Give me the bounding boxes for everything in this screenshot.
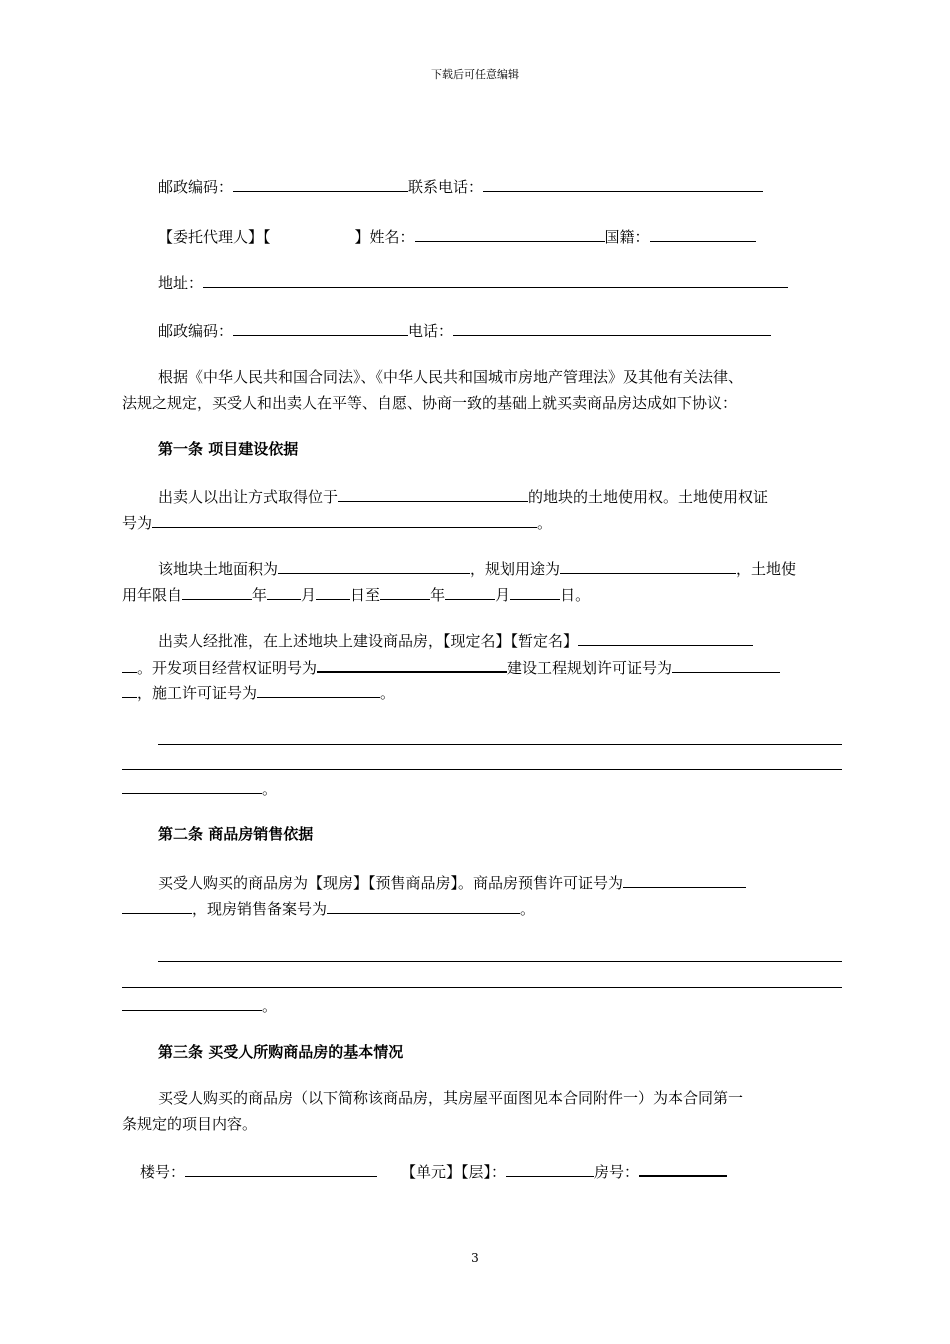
text: 买受人购买的商品房为【现房】【预售商品房】。商品房预售许可证号为 [158, 874, 624, 892]
page-header: 下载后可任意编辑 [431, 68, 519, 81]
land-use-blank[interactable] [560, 558, 736, 574]
phone-blank[interactable] [453, 320, 771, 336]
agent-name-label: 】姓名： [354, 228, 415, 246]
agent-name-blank[interactable] [415, 226, 605, 242]
presale-permit-blank[interactable] [623, 872, 746, 888]
nationality-blank[interactable] [650, 226, 756, 242]
text: 。 [380, 684, 396, 702]
land-cert-number-blank[interactable] [152, 512, 537, 528]
end-day-blank[interactable] [510, 584, 560, 600]
text: 出卖人以出让方式取得位于 [158, 488, 339, 506]
article-1-p3-line-1 [158, 630, 753, 651]
nationality-label: 国籍： [604, 228, 650, 246]
article-1-p1-line-1 [158, 486, 768, 507]
text: ，规划用途为 [470, 560, 561, 578]
building-number-label: 楼号： [140, 1163, 186, 1181]
article-1-p2-line-1 [158, 558, 796, 579]
text: 日至 [350, 586, 381, 604]
house-info-row [140, 1160, 727, 1182]
building-number-blank[interactable] [185, 1161, 377, 1177]
text: 日。 [560, 586, 591, 604]
text: 建设工程规划许可证号为 [507, 659, 673, 677]
text: 年 [430, 586, 446, 604]
text: 年 [252, 586, 268, 604]
postal-code-row-1 [158, 176, 763, 197]
room-number-label: 房号： [594, 1163, 640, 1181]
article-1-p3-line-2 [122, 656, 780, 678]
start-day-blank[interactable] [316, 584, 350, 600]
presale-permit-blank-cont[interactable] [122, 898, 192, 914]
postal-code-blank[interactable] [233, 320, 408, 336]
article-1-p1-line-2 [122, 512, 552, 533]
project-name-blank[interactable] [578, 630, 753, 646]
text: 。 [520, 900, 536, 918]
postal-code-label: 邮政编码： [158, 178, 234, 196]
article-3-title: 第三条 买受人所购商品房的基本情况 [158, 1043, 404, 1061]
text: 号为 [122, 514, 153, 532]
planning-permit-blank-cont[interactable] [122, 682, 137, 698]
article-3-p1-line-2: 条规定的项目内容。 [122, 1115, 258, 1133]
address-blank[interactable] [203, 272, 788, 288]
land-area-blank[interactable] [278, 558, 470, 574]
article-2-p1-line-2 [122, 898, 535, 919]
supplement-rule[interactable] [122, 987, 842, 988]
unit-floor-blank[interactable] [506, 1161, 594, 1177]
room-number-blank[interactable] [639, 1160, 727, 1177]
page-number: 3 [471, 1251, 479, 1265]
text: 。 [262, 997, 278, 1015]
unit-floor-label: 【单元】【层】： [401, 1163, 507, 1181]
text: 该地块土地面积为 [158, 560, 279, 578]
text: 。 [537, 514, 553, 532]
address-label: 地址： [158, 274, 204, 292]
text: 的地块的土地使用权。土地使用权证 [528, 488, 769, 506]
address-row [158, 272, 788, 293]
text: 。 [262, 780, 278, 798]
construction-permit-blank[interactable] [257, 682, 380, 698]
text: 月 [301, 586, 317, 604]
sale-record-number-blank[interactable] [327, 898, 520, 914]
supplement-blank[interactable] [122, 778, 262, 794]
agent-prefix: 【委托代理人】【 [158, 228, 271, 246]
article-1-p3-line-3 [122, 682, 395, 703]
project-name-blank-cont[interactable] [122, 657, 137, 673]
postal-code-blank[interactable] [233, 176, 408, 192]
supplement-rule-end [122, 778, 277, 799]
agent-row [158, 226, 756, 247]
start-year-blank[interactable] [182, 584, 252, 600]
text: 用年限自 [122, 586, 183, 604]
supplement-rule[interactable] [158, 744, 842, 745]
contact-phone-blank[interactable] [483, 176, 763, 192]
supplement-rule[interactable] [122, 769, 842, 770]
preamble-line-2: 法规之规定，买受人和出卖人在平等、自愿、协商一致的基础上就买卖商品房达成如下协议： [122, 394, 738, 412]
postal-code-label: 邮政编码： [158, 322, 234, 340]
supplement-rule-end [122, 995, 277, 1016]
land-location-blank[interactable] [338, 486, 528, 502]
article-1-p2-line-2 [122, 584, 590, 605]
article-2-title: 第二条 商品房销售依据 [158, 825, 314, 843]
article-2-p1-line-1 [158, 872, 746, 893]
planning-permit-blank[interactable] [672, 657, 780, 673]
supplement-rule[interactable] [158, 961, 842, 962]
text: 月 [495, 586, 511, 604]
article-3-p1-line-1: 买受人购买的商品房（以下简称该商品房，其房屋平面图见本合同附件一）为本合同第一 [158, 1089, 744, 1107]
preamble-line-1: 根据《中华人民共和国合同法》、《中华人民共和国城市房地产管理法》及其他有关法律、 [158, 368, 744, 386]
text: 出卖人经批准，在上述地块上建设商品房，【现定名】【暂定名】 [158, 632, 579, 650]
text: ，现房销售备案号为 [192, 900, 328, 918]
phone-label: 电话： [408, 322, 454, 340]
text: ，施工许可证号为 [137, 684, 258, 702]
contact-phone-label: 联系电话： [408, 178, 484, 196]
end-year-blank[interactable] [380, 584, 430, 600]
end-month-blank[interactable] [445, 584, 495, 600]
text: 。开发项目经营权证明号为 [137, 659, 318, 677]
article-1-title: 第一条 项目建设依据 [158, 440, 299, 458]
start-month-blank[interactable] [267, 584, 301, 600]
supplement-blank[interactable] [122, 995, 262, 1011]
postal-code-row-2 [158, 320, 771, 341]
dev-right-cert-blank[interactable] [317, 656, 507, 673]
text: ，土地使 [736, 560, 797, 578]
